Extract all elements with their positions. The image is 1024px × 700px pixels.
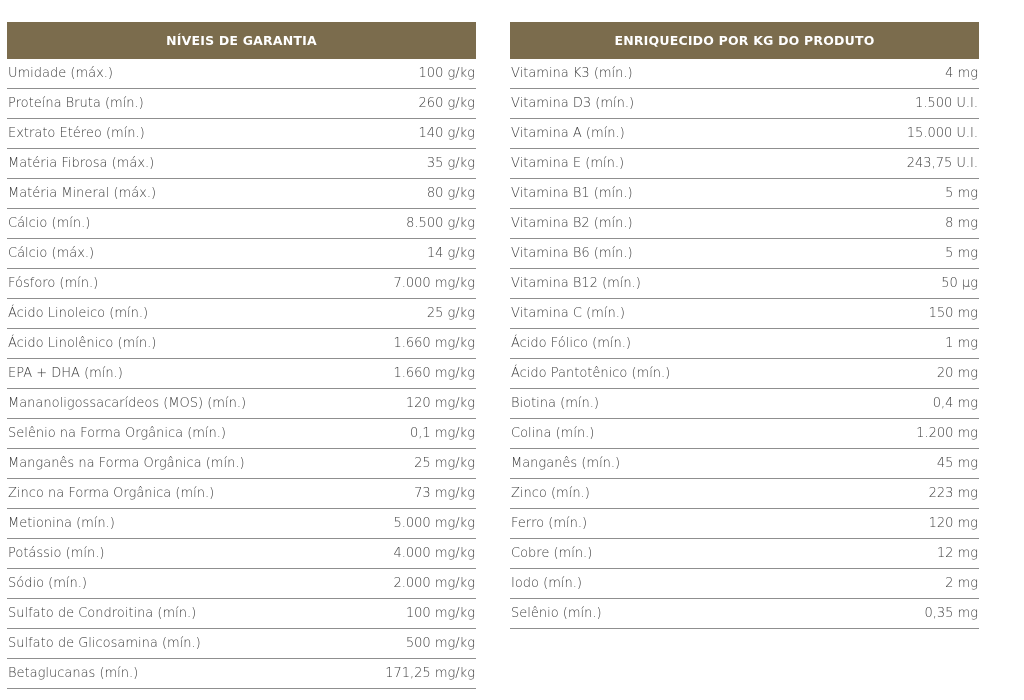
table-row bbox=[7, 509, 476, 539]
row-value: 260 g/kg bbox=[418, 96, 475, 111]
table-row bbox=[510, 299, 979, 329]
row-value: 1.660 mg/kg bbox=[393, 336, 475, 351]
row-value: 25 mg/kg bbox=[414, 456, 475, 471]
table-row bbox=[7, 569, 476, 599]
row-value: 140 g/kg bbox=[418, 126, 475, 141]
table-row bbox=[7, 389, 476, 419]
table-row bbox=[510, 149, 979, 179]
table-row bbox=[7, 539, 476, 569]
enrichment-table bbox=[510, 22, 979, 629]
row-label: Ácido Linolênico (mín.) bbox=[8, 336, 157, 351]
table-row bbox=[510, 59, 979, 89]
row-value: 243,75 U.I. bbox=[906, 156, 978, 171]
row-label: Sulfato de Glicosamina (mín.) bbox=[8, 636, 201, 651]
table-row bbox=[510, 359, 979, 389]
row-label: Selênio (mín.) bbox=[511, 606, 602, 621]
row-label: Vitamina E (mín.) bbox=[511, 156, 625, 171]
row-value: 500 mg/kg bbox=[405, 636, 475, 651]
row-value: 1.660 mg/kg bbox=[393, 366, 475, 381]
row-value: 4 mg bbox=[945, 66, 978, 81]
row-label: Vitamina B12 (mín.) bbox=[511, 276, 641, 291]
row-label: Cálcio (máx.) bbox=[8, 246, 95, 261]
row-label: Sódio (mín.) bbox=[8, 576, 87, 591]
table-row bbox=[7, 299, 476, 329]
row-value: 35 g/kg bbox=[426, 156, 475, 171]
row-value: 0,4 mg bbox=[932, 396, 978, 411]
row-value: 12 mg bbox=[936, 546, 978, 561]
table-row bbox=[510, 269, 979, 299]
row-value: 1 mg bbox=[945, 336, 978, 351]
row-value: 8.500 g/kg bbox=[406, 216, 475, 231]
row-value: 120 mg bbox=[928, 516, 978, 531]
row-label: Betaglucanas (mín.) bbox=[8, 666, 139, 681]
table-row bbox=[7, 659, 476, 689]
row-label: Vitamina D3 (mín.) bbox=[511, 96, 635, 111]
row-label: Manganês (mín.) bbox=[511, 456, 621, 471]
table-row bbox=[510, 119, 979, 149]
table-row bbox=[7, 329, 476, 359]
row-value: 4.000 mg/kg bbox=[393, 546, 475, 561]
row-label: Cobre (mín.) bbox=[511, 546, 593, 561]
row-label: EPA + DHA (mín.) bbox=[8, 366, 123, 381]
enrichment-rows bbox=[510, 59, 979, 629]
table-row bbox=[510, 389, 979, 419]
enrichment-header: ENRIQUECIDO POR KG DO PRODUTO bbox=[510, 22, 979, 59]
row-label: Manganês na Forma Orgânica (mín.) bbox=[8, 456, 245, 471]
row-value: 5.000 mg/kg bbox=[393, 516, 475, 531]
row-label: Ácido Pantotênico (mín.) bbox=[511, 366, 671, 381]
row-value: 2.000 mg/kg bbox=[393, 576, 475, 591]
table-row bbox=[7, 119, 476, 149]
table-row bbox=[510, 509, 979, 539]
row-label: Vitamina K3 (mín.) bbox=[511, 66, 633, 81]
table-row bbox=[7, 449, 476, 479]
row-value: 120 mg/kg bbox=[405, 396, 475, 411]
row-label: Ácido Linoleico (mín.) bbox=[8, 306, 149, 321]
row-label: Vitamina B6 (mín.) bbox=[511, 246, 633, 261]
table-row bbox=[510, 479, 979, 509]
row-label: Extrato Etéreo (mín.) bbox=[8, 126, 145, 141]
row-value: 5 mg bbox=[945, 186, 978, 201]
row-label: Ferro (mín.) bbox=[511, 516, 588, 531]
table-row bbox=[7, 629, 476, 659]
row-value: 223 mg bbox=[928, 486, 978, 501]
row-value: 15.000 U.I. bbox=[906, 126, 978, 141]
row-label: Metionina (mín.) bbox=[8, 516, 115, 531]
table-row bbox=[7, 209, 476, 239]
table-row bbox=[510, 89, 979, 119]
row-label: Iodo (mín.) bbox=[511, 576, 582, 591]
row-value: 171,25 mg/kg bbox=[385, 666, 475, 681]
row-label: Potássio (mín.) bbox=[8, 546, 105, 561]
guarantee-levels-rows bbox=[7, 59, 476, 689]
row-value: 73 mg/kg bbox=[414, 486, 475, 501]
row-label: Ácido Fólico (mín.) bbox=[511, 336, 631, 351]
table-row bbox=[510, 209, 979, 239]
row-value: 20 mg bbox=[936, 366, 978, 381]
row-value: 14 g/kg bbox=[426, 246, 475, 261]
guarantee-levels-table bbox=[7, 22, 476, 689]
row-label: Mananoligossacarídeos (MOS) (mín.) bbox=[8, 396, 247, 411]
table-row bbox=[7, 479, 476, 509]
table-row bbox=[7, 59, 476, 89]
row-label: Selênio na Forma Orgânica (mín.) bbox=[8, 426, 226, 441]
table-row bbox=[7, 419, 476, 449]
table-row bbox=[510, 329, 979, 359]
row-value: 45 mg bbox=[936, 456, 978, 471]
row-value: 100 mg/kg bbox=[405, 606, 475, 621]
row-label: Cálcio (mín.) bbox=[8, 216, 91, 231]
table-row bbox=[7, 89, 476, 119]
row-label: Zinco na Forma Orgânica (mín.) bbox=[8, 486, 215, 501]
row-label: Zinco (mín.) bbox=[511, 486, 590, 501]
table-row bbox=[7, 239, 476, 269]
row-label: Biotina (mín.) bbox=[511, 396, 599, 411]
row-value: 80 g/kg bbox=[426, 186, 475, 201]
table-row bbox=[510, 179, 979, 209]
table-row bbox=[7, 149, 476, 179]
row-label: Sulfato de Condroitina (mín.) bbox=[8, 606, 197, 621]
row-label: Proteína Bruta (mín.) bbox=[8, 96, 144, 111]
guarantee-levels-header: NÍVEIS DE GARANTIA bbox=[7, 22, 476, 59]
table-row bbox=[510, 239, 979, 269]
table-row bbox=[7, 359, 476, 389]
row-label: Matéria Fibrosa (máx.) bbox=[8, 156, 155, 171]
row-value: 2 mg bbox=[945, 576, 978, 591]
table-row bbox=[7, 599, 476, 629]
row-label: Vitamina B1 (mín.) bbox=[511, 186, 633, 201]
row-label: Matéria Mineral (máx.) bbox=[8, 186, 157, 201]
table-row bbox=[510, 449, 979, 479]
table-row bbox=[7, 179, 476, 209]
table-row bbox=[510, 599, 979, 629]
table-row bbox=[510, 419, 979, 449]
row-value: 50 µg bbox=[941, 276, 978, 291]
row-value: 25 g/kg bbox=[426, 306, 475, 321]
row-value: 150 mg bbox=[928, 306, 978, 321]
row-value: 8 mg bbox=[945, 216, 978, 231]
row-label: Umidade (máx.) bbox=[8, 66, 113, 81]
row-label: Colina (mín.) bbox=[511, 426, 595, 441]
row-value: 1.200 mg bbox=[916, 426, 978, 441]
row-value: 1.500 U.I. bbox=[915, 96, 978, 111]
row-value: 5 mg bbox=[945, 246, 978, 261]
row-label: Vitamina A (mín.) bbox=[511, 126, 625, 141]
row-label: Vitamina B2 (mín.) bbox=[511, 216, 633, 231]
row-value: 7.000 mg/kg bbox=[393, 276, 475, 291]
table-row bbox=[7, 269, 476, 299]
row-label: Vitamina C (mín.) bbox=[511, 306, 625, 321]
row-value: 100 g/kg bbox=[418, 66, 475, 81]
table-row bbox=[510, 539, 979, 569]
row-label: Fósforo (mín.) bbox=[8, 276, 99, 291]
table-row bbox=[510, 569, 979, 599]
row-value: 0,35 mg bbox=[924, 606, 978, 621]
row-value: 0,1 mg/kg bbox=[410, 426, 475, 441]
